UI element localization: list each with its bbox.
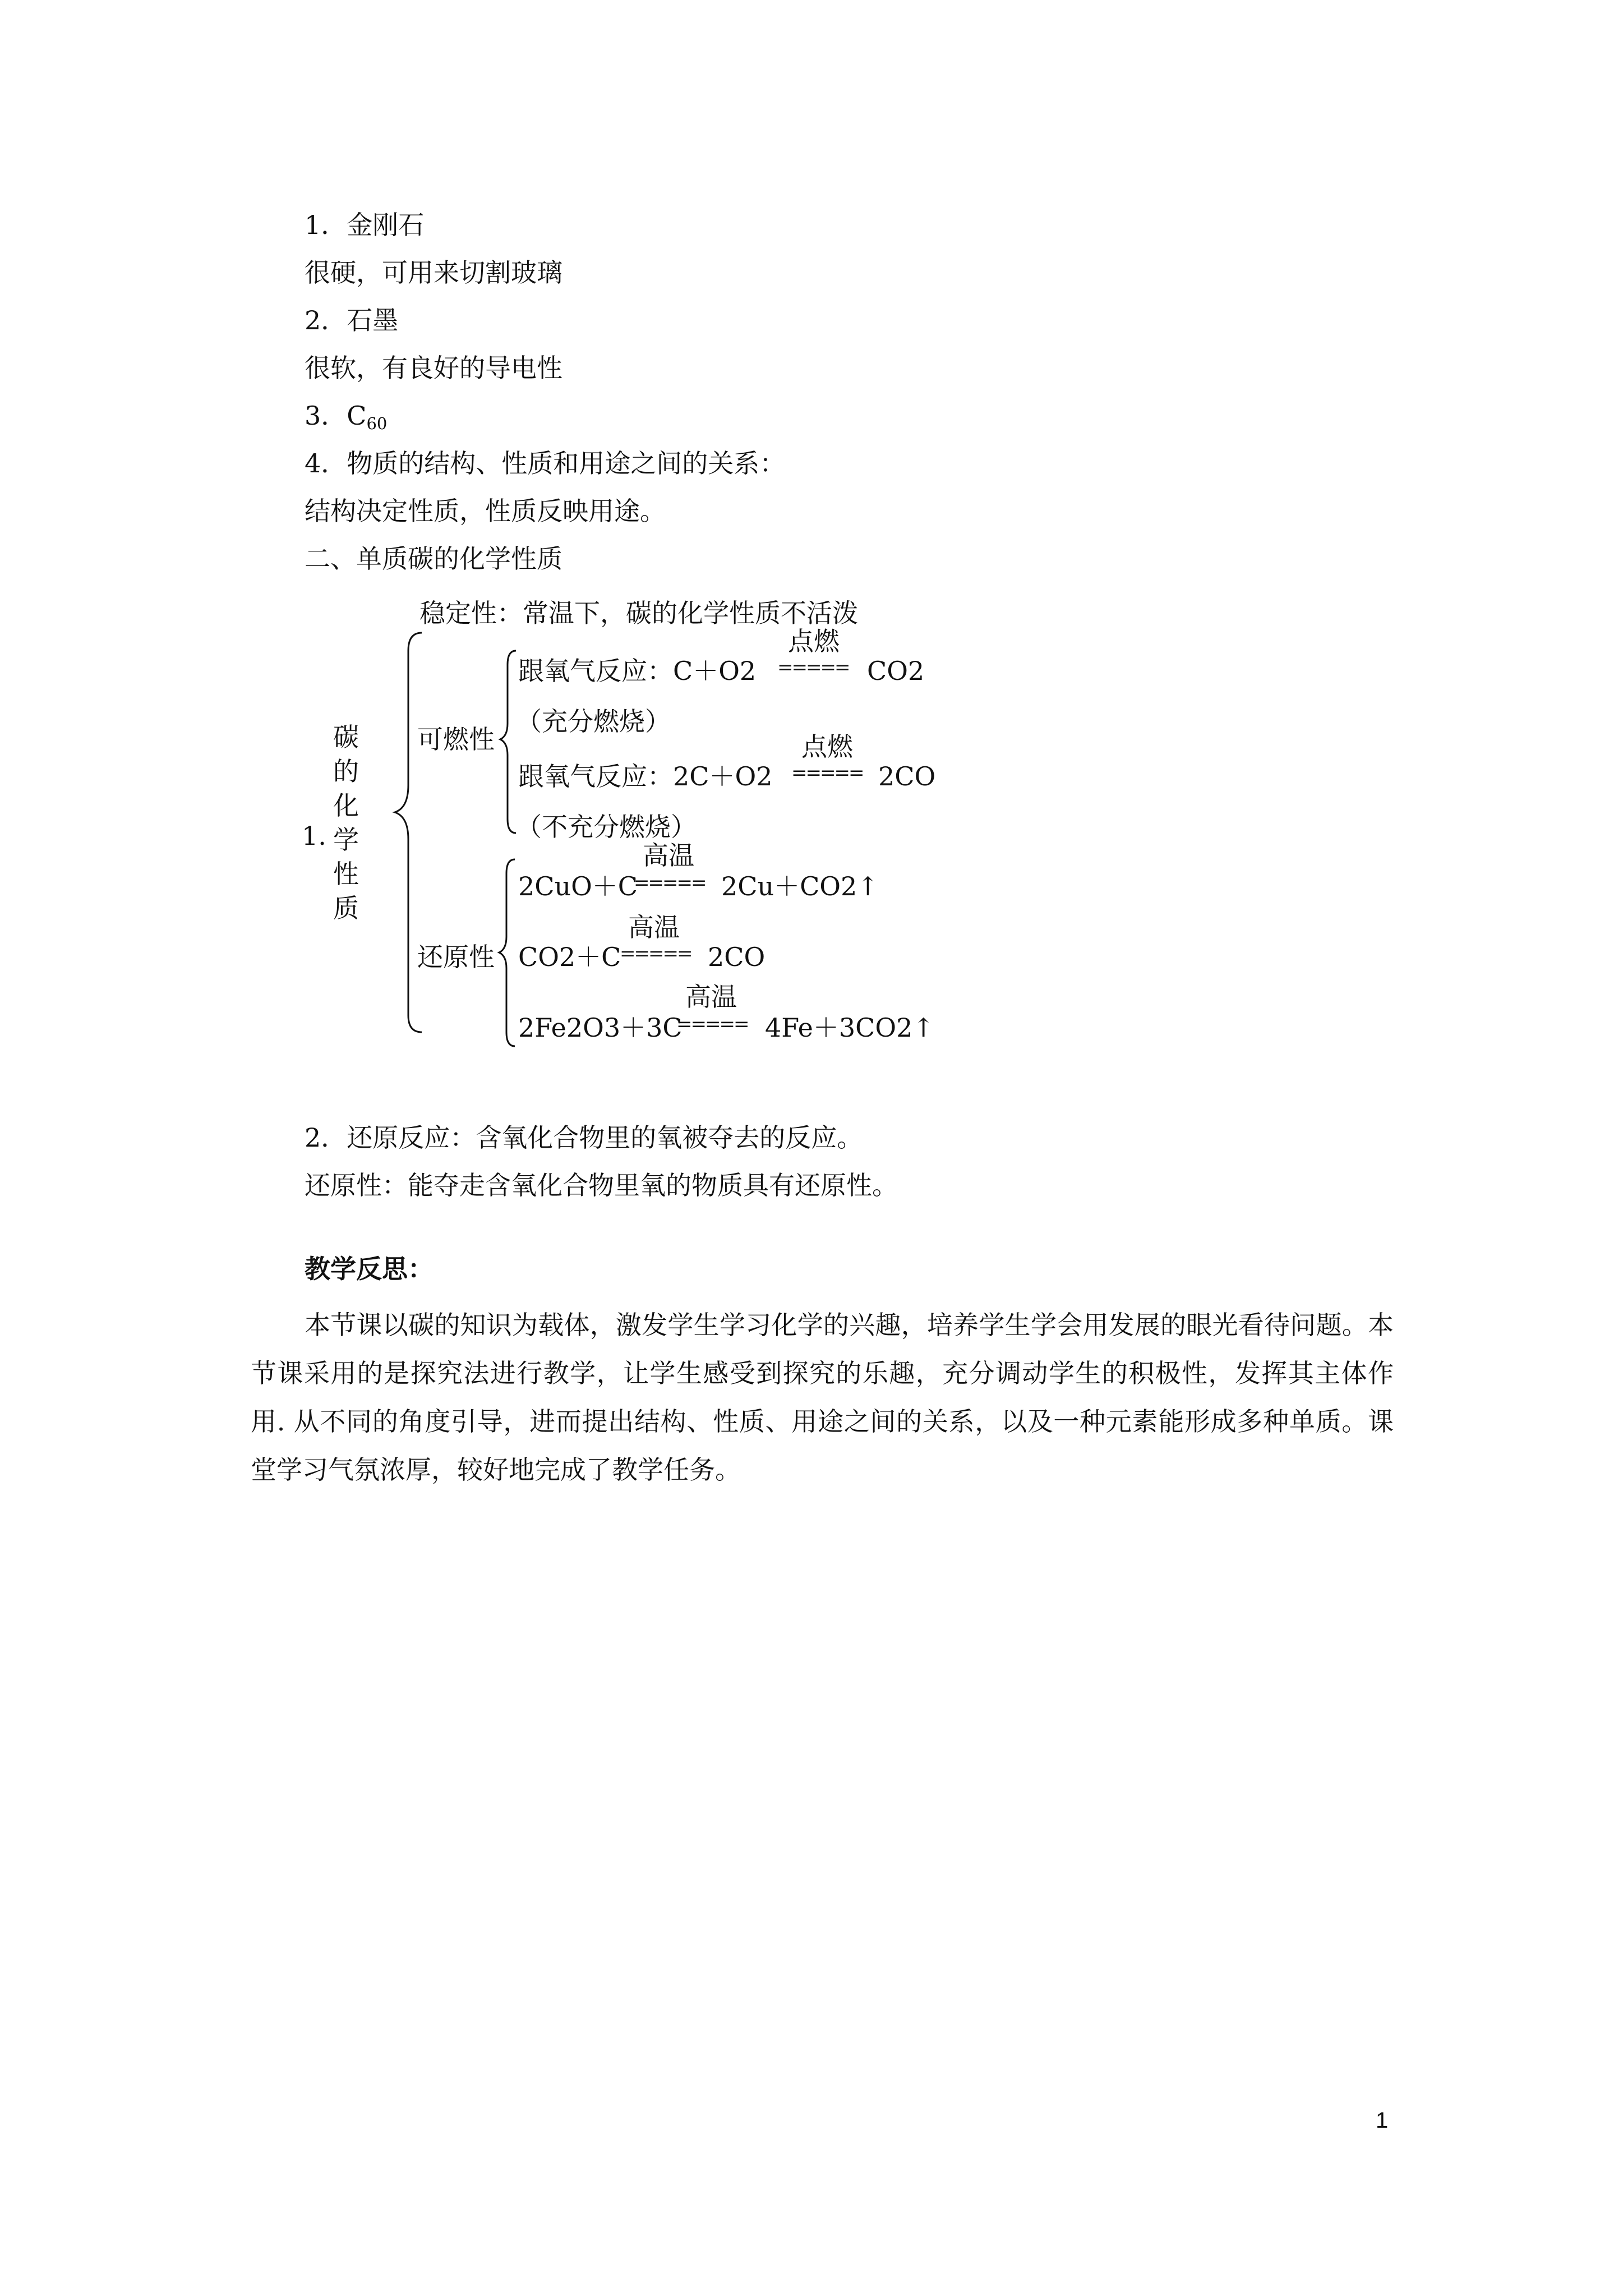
relation-desc: 结构决定性质，性质反映用途。 [305,496,666,526]
reaction1-equals: ===== [777,656,849,679]
vertical-title-char: 性 [333,859,359,889]
diamond-desc: 很硬，可用来切割玻璃 [305,257,562,288]
reaction4-condition: 高温 [628,912,680,942]
reaction3-prefix: 2CuO＋C [518,871,638,901]
diamond-title: 1．金刚石 [305,210,425,240]
reducibility-brace [499,859,515,1046]
reaction4-product: 2CO [708,942,766,972]
c60-subscript: 60 [366,414,388,433]
reaction3-equals: ===== [634,872,706,894]
c60-prefix: 3．C [305,401,367,431]
reaction4-equals: ===== [620,942,691,965]
reaction2-condition: 点燃 [801,731,853,762]
reaction1-condition: 点燃 [788,626,840,656]
reaction5-equals: ===== [676,1013,748,1036]
reaction3-product: 2Cu＋CO2↑ [721,871,879,901]
graphite-title: 2．石墨 [305,305,399,335]
reaction1-note: （充分燃烧） [516,706,671,737]
reflection-body: 本节课以碳的知识为载体，激发学生学习化学的兴趣，培养学生学会用发展的眼光看待问题。本节课采用的是探究法进行教学，让学生感受到探究的乐趣，充分调动学生的积极性，发挥其主体作用. 从不同的角度引导，进而提出结构、性质、用途之间的关系，以及一种元素能形成多种单质。课堂学习气氛浓厚，较好地完成了教学任务。 [251,1310,1394,1485]
diagram-number: 1. [302,821,326,851]
stability-line: 稳定性：常温下，碳的化学性质不活泼 [419,598,858,628]
page-number: 1 [1376,2108,1389,2133]
reaction2-note: （不充分燃烧） [516,812,697,842]
reaction5-product: 4Fe＋3CO2↑ [765,1013,934,1043]
reducibility-def: 还原性：能夺走含氧化合物里氧的物质具有还原性。 [305,1170,898,1200]
reaction3-condition: 高温 [643,840,694,871]
reaction1-product: CO2 [867,656,925,686]
reaction1-prefix: 跟氧气反应：C＋O2 [518,656,757,686]
vertical-title-char: 的 [333,756,359,786]
reaction4-prefix: CO2＋C [518,942,621,972]
combustibility-label: 可燃性 [417,724,495,754]
reflection-title: 教学反思： [305,1254,434,1284]
vertical-title-char: 碳 [333,722,359,752]
reaction2-equals: ===== [791,762,863,784]
vertical-title-char: 化 [333,790,359,821]
reduction-reaction-def: 2．还原反应：含氧化合物里的氧被夺去的反应。 [305,1122,863,1153]
reaction2-prefix: 跟氧气反应：2C＋O2 [518,761,773,792]
section2-title: 二、单质碳的化学性质 [305,544,562,574]
combustibility-brace [500,651,516,833]
vertical-title-char: 质 [333,893,359,923]
reaction2-product: 2CO [878,761,936,792]
reaction5-prefix: 2Fe2O3＋3C [518,1013,683,1043]
graphite-desc: 很软，有良好的导电性 [305,353,562,383]
relation-title: 4．物质的结构、性质和用途之间的关系： [305,448,786,478]
reducibility-label: 还原性 [417,942,495,972]
reaction5-condition: 高温 [685,982,737,1012]
vertical-title-char: 学 [333,825,359,855]
